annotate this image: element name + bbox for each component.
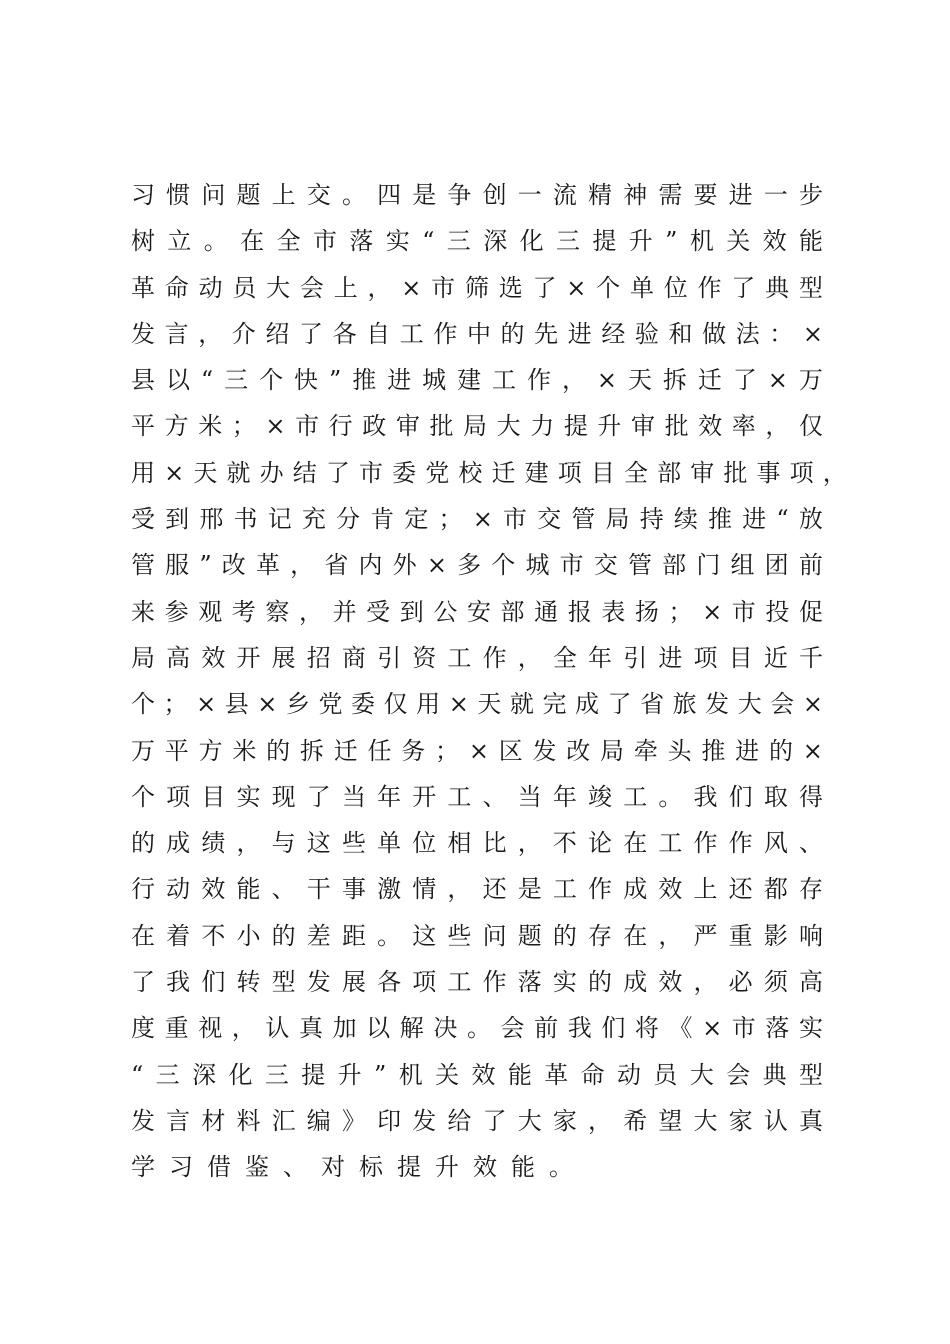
text-line: 万 平 方 米 的 拆 迁 任 务 ； × 区 发 改 局 牵 头 推 进 的 × (131, 736, 823, 765)
text-line: 受 到 邢 书 记 充 分 肯 定 ； × 市 交 管 局 持 续 推 进 “ 放 (131, 505, 823, 534)
text-line: 平 方 米 ； × 市 行 政 审 批 局 大 力 提 升 审 批 效 率 ， 仅 (131, 412, 823, 441)
text-line: 习 惯 问 题 上 交 。 四 是 争 创 一 流 精 神 需 要 进 一 步 (131, 181, 823, 209)
text-line: 发 言 ， 介 绍 了 各 自 工 作 中 的 先 进 经 验 和 做 法 ： × (131, 319, 823, 348)
text-line: 县 以 “ 三 个 快 ” 推 进 城 建 工 作 ， × 天 拆 迁 了 × 万 (131, 366, 823, 395)
text-line: 树 立 。 在 全 市 落 实 “ 三 深 化 三 提 升 ” 机 关 效 能 (131, 227, 823, 256)
text-line: 管 服 ” 改 革 ， 省 内 外 × 多 个 城 市 交 管 部 门 组 团 前 (131, 551, 823, 580)
text-line: 用 × 天 就 办 结 了 市 委 党 校 迁 建 项 目 全 部 审 批 事 项 ， (131, 458, 847, 487)
text-line: 度 重 视 ， 认 真 加 以 解 决 。 会 前 我 们 将 《 × 市 落 实 (131, 1014, 823, 1043)
text-line: “ 三 深 化 三 提 升 ” 机 关 效 能 革 命 动 员 大 会 典 型 (131, 1060, 823, 1089)
text-line: 个 ； × 县 × 乡 党 委 仅 用 × 天 就 完 成 了 省 旅 发 大 会 × (131, 690, 823, 719)
text-line: 在 着 不 小 的 差 距 。 这 些 问 题 的 存 在 ， 严 重 影 响 (131, 921, 823, 950)
text-line: 发 言 材 料 汇 编 》 印 发 给 了 大 家 ， 希 望 大 家 认 真 (131, 1106, 823, 1135)
text-line: 局 高 效 开 展 招 商 引 资 工 作 ， 全 年 引 进 项 目 近 千 (131, 643, 823, 672)
text-line: 革 命 动 员 大 会 上 ， × 市 筛 选 了 × 个 单 位 作 了 典 型 (131, 273, 823, 302)
text-line: 来 参 观 考 察 ， 并 受 到 公 安 部 通 报 表 扬 ； × 市 投 促 (131, 597, 823, 626)
text-line: 的 成 绩 ， 与 这 些 单 位 相 比 ， 不 论 在 工 作 作 风 、 (131, 829, 823, 858)
text-line: 学习借鉴、对标提升效能。 (131, 1153, 587, 1182)
body-paragraph (131, 172, 846, 1191)
text-line: 了 我 们 转 型 发 展 各 项 工 作 落 实 的 成 效 ， 必 须 高 (131, 968, 823, 997)
text-line: 个 项 目 实 现 了 当 年 开 工 、 当 年 竣 工 。 我 们 取 得 (131, 782, 823, 811)
text-line: 行 动 效 能 、 干 事 激 情 ， 还 是 工 作 成 效 上 还 都 存 (131, 875, 823, 904)
